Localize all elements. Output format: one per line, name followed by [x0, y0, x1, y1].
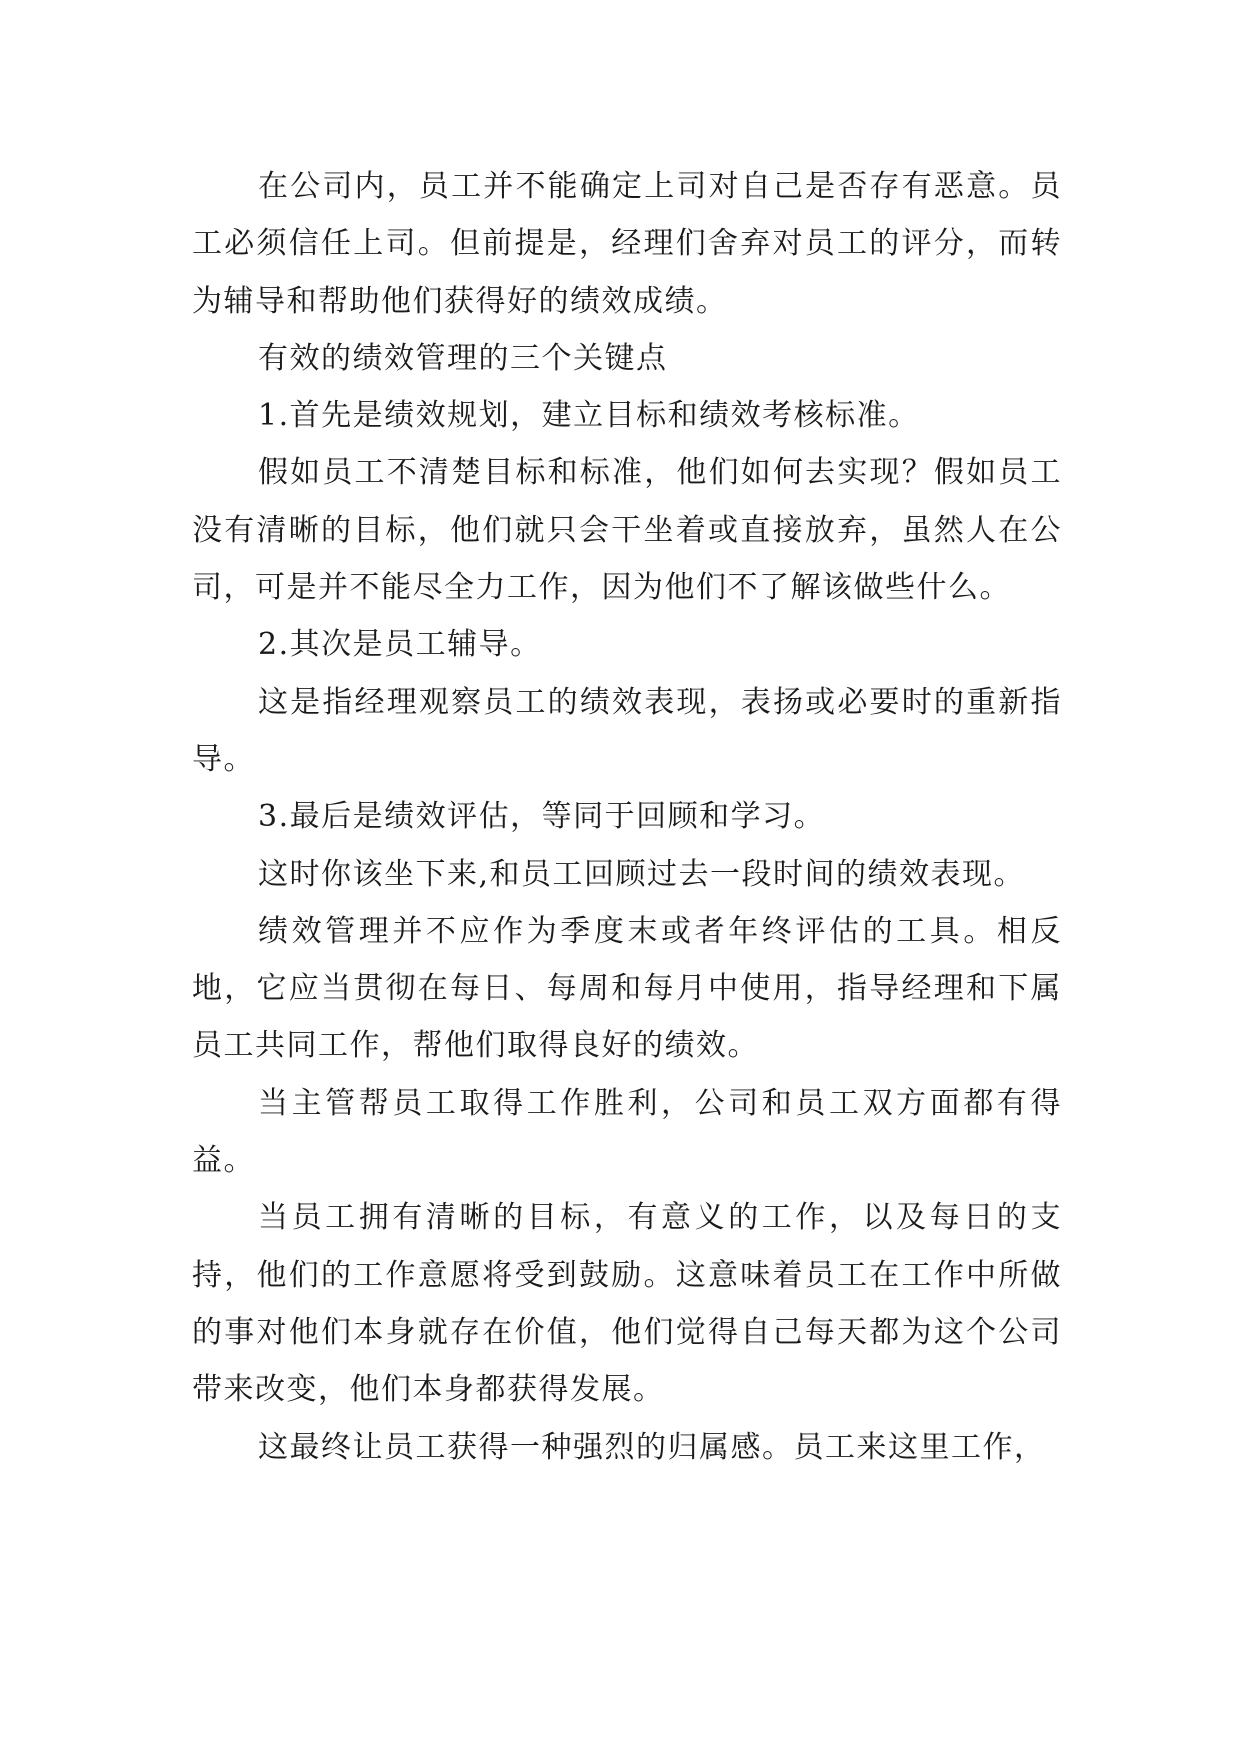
- paragraph: 当员工拥有清晰的目标，有意义的工作，以及每日的支持，他们的工作意愿将受到鼓励。这意味着员工在工作中所做的事对他们本身就存在价值，他们觉得自己每天都为这个公司带来改变，他们本身都获得发展。: [192, 1200, 1062, 1408]
- paragraph: 这是指经理观察员工的绩效表现，表扬或必要时的重新指导。: [192, 684, 1062, 777]
- list-item: 3.最后是绩效评估，等同于回顾和学习。: [258, 799, 826, 835]
- paragraph: 在公司内，员工并不能确定上司对自己是否存有恶意。员工必须信任上司。但前提是，经理们舍弃对员工的评分，而转为辅导和帮助他们获得好的绩效成绩。: [192, 169, 1062, 319]
- paragraph: 当主管帮员工取得工作胜利，公司和员工双方面都有得益。: [192, 1085, 1062, 1179]
- paragraph: 这时你该坐下来,和员工回顾过去一段时间的绩效表现。: [258, 856, 1026, 892]
- section-heading: 有效的绩效管理的三个关键点: [258, 340, 668, 376]
- list-item: 2.其次是员工辅导。: [258, 627, 542, 663]
- paragraph: 这最终让员工获得一种强烈的归属感。员工来这里工作，: [258, 1429, 1046, 1465]
- document-body: [192, 158, 1062, 1476]
- paragraph: 绩效管理并不应作为季度末或者年终评估的工具。相反地，它应当贯彻在每日、每周和每月中使用，指导经理和下属员工共同工作，帮他们取得良好的绩效。: [192, 913, 1062, 1064]
- paragraph: 假如员工不清楚目标和标准，他们如何去实现？假如员工没有清晰的目标，他们就只会干坐着或直接放弃，虽然人在公司，可是并不能尽全力工作，因为他们不了解该做些什么。: [192, 455, 1062, 606]
- list-item: 1.首先是绩效规划，建立目标和绩效考核标准。: [258, 398, 920, 434]
